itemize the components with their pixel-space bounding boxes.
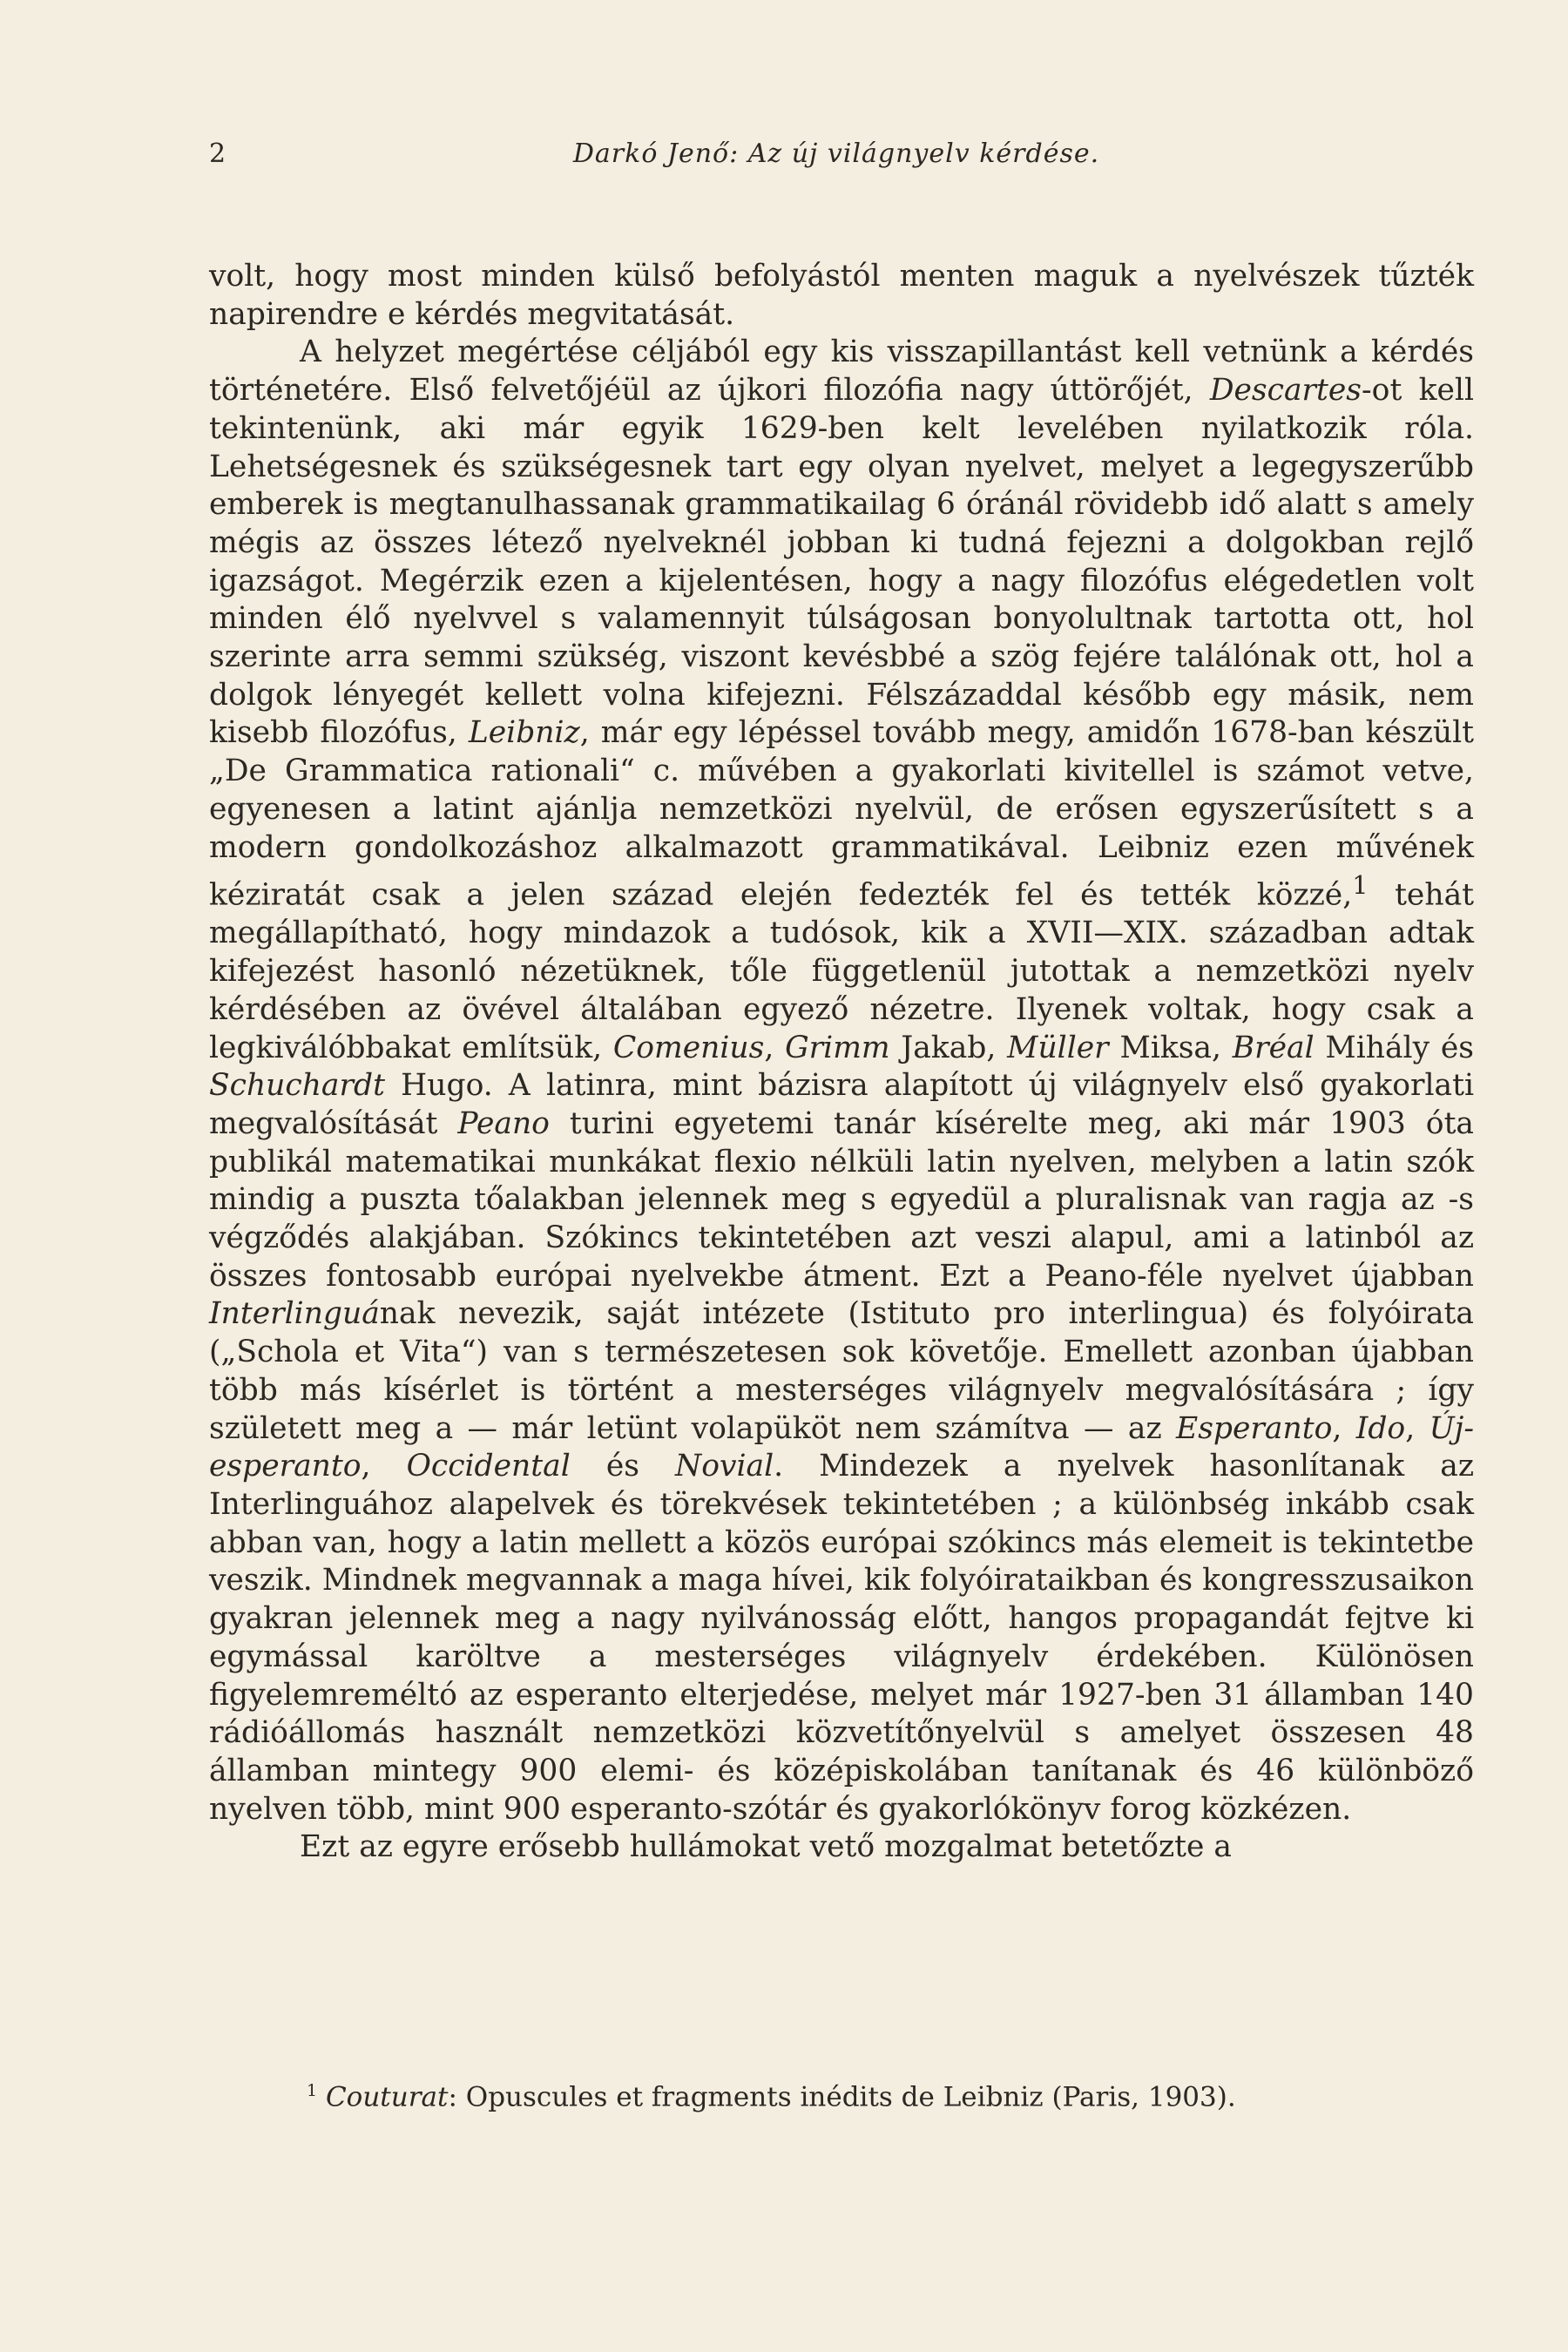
- name-descartes: Descartes: [1209, 373, 1362, 409]
- text-segment: tehát megállapítható, hogy mindazok a tudósok, kik a XVII—XIX. században adtak kifejezést hasonló nézetüknek, tőle függetlenül jutottak a nemzetközi nyelv kérdésében az övével általában egyező nézetre. Ilyenek voltak, hogy csak a legkiválóbbakat említsük,: [209, 877, 1474, 1065]
- term-ido: Ido: [1355, 1410, 1406, 1446]
- paragraph-1: [209, 258, 1474, 334]
- name-peano: Peano: [457, 1105, 550, 1141]
- text-segment: , már egy lépéssel tovább megy, amidőn 1678-ban készült „De Grammatica rationali“ c. művében a gyakorlati kivitellel is számot vetve, egyenesen a latint ajánlja nemzetközi nyelvül, de erősen egyszerűsített s a modern gondolkozáshoz alkalmazott grammatikával. Leibniz ezen művének kéziratát csak a jelen század elején fedezték fel és tették közzé,: [209, 715, 1474, 913]
- running-header: [209, 132, 1429, 176]
- paragraph-1-text: volt, hogy most minden külső befolyástól menten maguk a nyelvészek tűzték napirendre e kérdés megvitatását.: [209, 259, 1474, 332]
- text-segment: -ot kell tekintenünk, aki már egyik 1629-ben kelt levelében nyilatkozik róla. Lehetségesnek és szükségesnek tart egy olyan nyelvet, melyet a legegyszerűbb emberek is megtanulhassanak grammatikailag 6 óránál rövidebb idő alatt s amely mégis az összes létező nyelveknél jobban ki tudná fejezni a dolgokban rejlő igazságot. Megérzik ezen a kijelentésen, hogy a nagy filozófus elégedetlen volt minden élő nyelvvel s valamennyit túlságosan bonyolultnak tartotta ott, hol szerinte arra semmi szükség, viszont kevésbbé a szög fejére találónak ott, hol a dolgok lényegét kellett volna kifejezni. Félszázaddal később egy másik, nem kisebb filozófus,: [209, 373, 1474, 751]
- text-segment: Miksa,: [1108, 1030, 1233, 1065]
- text-segment: . Mindezek a nyelvek hasonlítanak az Interlinguához alapelvek és törekvések tekintetében ; a különbség inkább csak abban van, hogy a latin mellett a közös európai szókincs más elemeit is tekintetbe veszik. Mindnek megvannak a maga hívei, kik folyóirataikban és kongresszusaikon gyakran jelennek meg a nagy nyilvánosság előtt, hangos propagandát fejtve ki egymással karöltve a mesterséges világnyelv érdekében. Különösen figyelemreméltó az esperanto elterjedése, melyet már 1927-ben 31 államban 140 rádióállomás használt nemzetközi közvetítőnyelvül s amelyet összesen 48 államban mintegy 900 elemi- és középiskolában tanítanak és 46 különböző nyelven több, mint 900 esperanto-szótár és gyakorlókönyv forog közkézen.: [209, 1449, 1475, 1827]
- name-leibniz: Leibniz: [468, 715, 580, 751]
- term-uj-esperanto: Új-esperanto: [209, 1410, 1475, 1484]
- name-breal: Bréal: [1232, 1030, 1315, 1065]
- paragraph-3-text: Ezt az egyre erősebb hullámokat vető mozgalmat betetőzte a: [300, 1829, 1232, 1865]
- text-segment: Hugo. A latinra, mint bázisra alapított új világnyelv első gyakorlati megvalósítását: [209, 1068, 1474, 1141]
- body-text: [209, 258, 1474, 1867]
- text-segment: ,: [361, 1449, 407, 1484]
- paragraph-2: [209, 334, 1474, 1828]
- term-esperanto: Esperanto: [1176, 1410, 1333, 1446]
- footnote-mark: 1: [307, 2081, 318, 2100]
- text-segment: turini egyetemi tanár kísérelte meg, aki már 1903 óta publikál matematikai munkákat flexio nélküli latin nyelven, melyben a latin szók mindig a puszta tőalakban jelennek meg s egyedül a pluralisnak van ragja az -s végződés alakjában. Szókincs tekintetében azt veszi alapul, ami a latinból az összes fontosabb európai nyelvekbe átment. Ezt a Peano-féle nyelvet újabban: [209, 1105, 1474, 1294]
- name-schuchardt: Schuchardt: [209, 1068, 385, 1104]
- running-title: Darkó Jenő: Az új világnyelv kérdése.: [572, 139, 1100, 169]
- text-segment: ,: [764, 1030, 786, 1065]
- name-comenius: Comenius: [612, 1030, 765, 1065]
- name-muller: Müller: [1007, 1030, 1109, 1065]
- page-number: 2: [209, 139, 226, 169]
- name-grimm: Grimm: [785, 1030, 890, 1065]
- term-novial: Novial: [675, 1449, 774, 1484]
- footnote-author: Couturat: [325, 2081, 449, 2113]
- term-interlingua: Interlinguá: [209, 1296, 380, 1332]
- text-segment: ,: [1332, 1410, 1356, 1446]
- text-segment: ,: [1405, 1410, 1429, 1446]
- footnote-text: : Opuscules et fragments inédits de Leibniz (Paris, 1903).: [448, 2081, 1236, 2113]
- text-segment: nak nevezik, saját intézete (Istituto pro interlingua) és folyóirata („Schola et Vita“) van s természetesen sok követője. Emellett azonban újabban több más kísérlet is történt a mesterséges világnyelv megvalósítására ; így született meg a — már letünt volapüköt nem számítva — az: [209, 1296, 1474, 1446]
- footnote-reference: 1: [1352, 870, 1369, 901]
- footnote: [209, 2072, 1474, 2116]
- text-segment: Mihály és: [1314, 1030, 1474, 1065]
- text-segment: Jakab,: [889, 1030, 1008, 1065]
- term-occidental: Occidental: [406, 1449, 571, 1484]
- text-segment: A helyzet megértése céljából egy kis visszapillantást kell vetnünk a kérdés történetére. Első felvetőjéül az újkori filozófia nagy úttörőjét,: [209, 335, 1474, 409]
- paragraph-3: [209, 1828, 1474, 1867]
- text-segment: és: [570, 1449, 676, 1484]
